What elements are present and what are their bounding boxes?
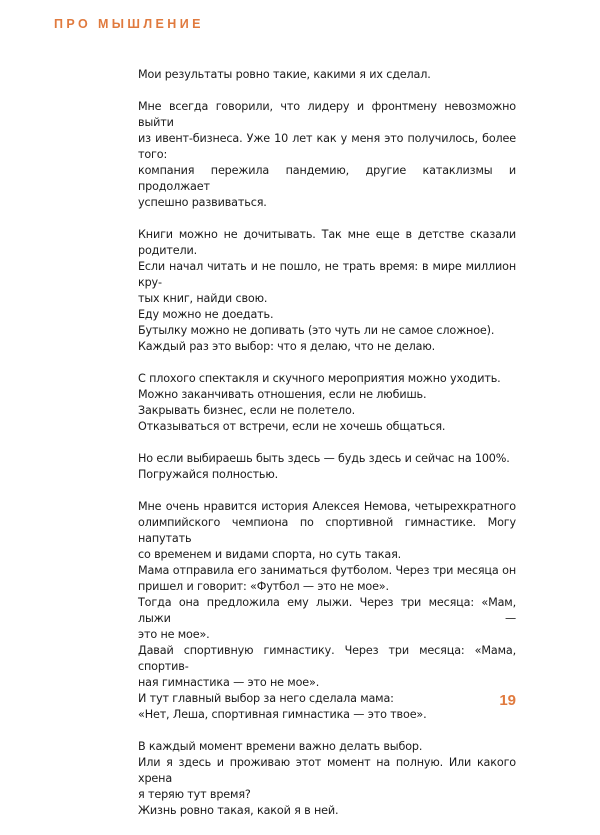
- text-line: В каждый момент времени важно делать выбор.: [138, 740, 423, 753]
- paragraph: [138, 451, 516, 483]
- paragraph: [138, 67, 516, 83]
- text-line: «Нет, Леша, спортивная гимнастика — это твое».: [138, 708, 427, 721]
- text-line: Тогда она предложила ему лыжи. Через три месяца: «Мам, лыжи —: [138, 596, 516, 625]
- text-line: Книги можно не дочитывать. Так мне еще в детстве сказали родители.: [138, 228, 516, 257]
- paragraph: [138, 99, 516, 211]
- text-line: пришел и говорит: «Футбол — это не мое».: [138, 580, 389, 593]
- page-number: 19: [499, 692, 516, 709]
- paragraph: [138, 739, 516, 819]
- text-line: со временем и видами спорта, но суть такая.: [138, 548, 402, 561]
- text-line: Жизнь ровно такая, какой я в ней.: [138, 804, 339, 817]
- text-line: я теряю тут время?: [138, 788, 251, 801]
- text-line: Мне всегда говорили, что лидеру и фронтмену невозможно выйти: [138, 100, 516, 129]
- text-line: Мне очень нравится история Алексея Немова, четырехкратного: [138, 500, 516, 513]
- text-line: Еду можно не доедать.: [138, 308, 274, 321]
- text-line: Мама отправила его заниматься футболом. Через три месяца он: [138, 564, 516, 577]
- running-header-title: ПРО МЫШЛЕНИЕ: [54, 17, 204, 31]
- text-line: И тут главный выбор за него сделала мама:: [138, 692, 394, 705]
- paragraph: [138, 371, 516, 435]
- text-line: Но если выбираешь быть здесь — будь здесь и сейчас на 100%.: [138, 452, 510, 465]
- text-line: это не мое».: [138, 628, 210, 641]
- text-line: Можно заканчивать отношения, если не любишь.: [138, 388, 427, 401]
- text-line: Отказываться от встречи, если не хочешь общаться.: [138, 420, 446, 433]
- text-line: Закрывать бизнес, если не полетело.: [138, 404, 356, 417]
- text-line: Каждый раз это выбор: что я делаю, что не делаю.: [138, 340, 436, 353]
- paragraph: [138, 499, 516, 723]
- text-line: успешно развиваться.: [138, 196, 267, 209]
- text-line: Давай спортивную гимнастику. Через три месяца: «Мама, спортив-: [138, 644, 516, 673]
- text-line: тых книг, найди свою.: [138, 292, 268, 305]
- text-line: Бутылку можно не допивать (это чуть ли не самое сложное).: [138, 324, 495, 337]
- text-line: ная гимнастика — это не мое».: [138, 676, 320, 689]
- text-line: олимпийского чемпиона по спортивной гимнастике. Могу напутать: [138, 516, 516, 545]
- text-line: Мои результаты ровно такие, какими я их сделал.: [138, 68, 431, 81]
- body-text: [138, 67, 516, 835]
- text-line: Или я здесь и проживаю этот момент на полную. Или какого хрена: [138, 756, 516, 785]
- text-line: Если начал читать и не пошло, не трать время: в мире миллион кру-: [138, 260, 516, 289]
- text-line: С плохого спектакля и скучного мероприятия можно уходить.: [138, 372, 501, 385]
- text-line: из ивент-бизнеса. Уже 10 лет как у меня это получилось, более того:: [138, 132, 516, 161]
- paragraph: [138, 227, 516, 355]
- text-line: Погружайся полностью.: [138, 468, 279, 481]
- text-line: компания пережила пандемию, другие катаклизмы и продолжает: [138, 164, 516, 193]
